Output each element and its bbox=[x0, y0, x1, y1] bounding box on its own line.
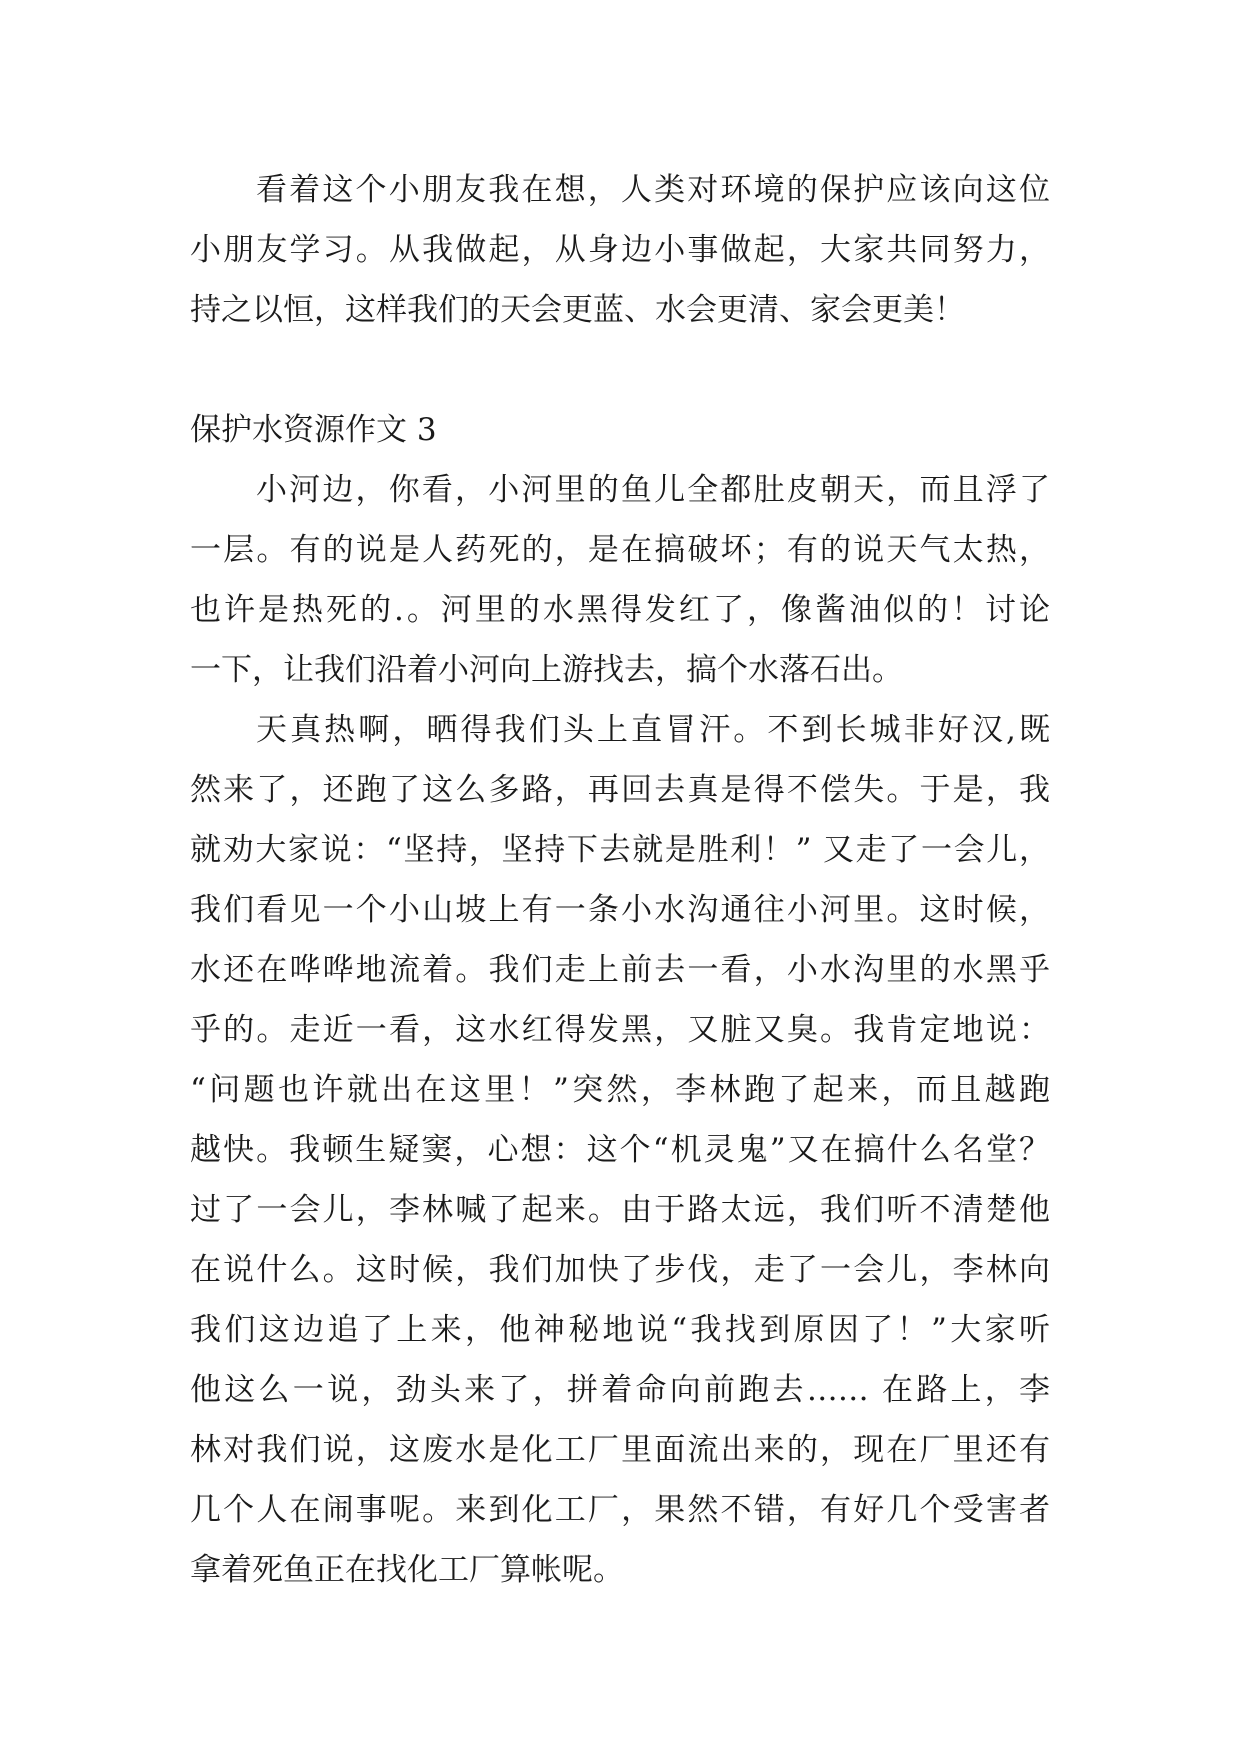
paragraph-2 bbox=[190, 460, 1050, 700]
text-line: 我们看见一个小山坡上有一条小水沟通往小河里。这时候， bbox=[190, 892, 1050, 928]
text-line: 乎的。走近一看，这水红得发黑，又脏又臭。我肯定地说： bbox=[190, 1012, 1050, 1048]
section-title: 保护水资源作文 3 bbox=[190, 412, 437, 448]
text-line: 拿着死鱼正在找化工厂算帐呢。 bbox=[190, 1552, 624, 1588]
text-line: 林对我们说，这废水是化工厂里面流出来的，现在厂里还有 bbox=[190, 1432, 1050, 1468]
text-line: 几个人在闹事呢。来到化工厂，果然不错，有好几个受害者 bbox=[190, 1492, 1050, 1528]
text-line: 一层。有的说是人药死的，是在搞破坏；有的说天气太热， bbox=[190, 532, 1050, 568]
paragraph-1 bbox=[190, 160, 1050, 340]
text-line: 水还在哗哗地流着。我们走上前去一看，小水沟里的水黑乎 bbox=[190, 952, 1050, 988]
text-line: 就劝大家说：“坚持，坚持下去就是胜利！” 又走了一会儿， bbox=[190, 832, 1050, 868]
text-line: 持之以恒，这样我们的天会更蓝、水会更清、家会更美！ bbox=[190, 292, 965, 328]
text-line: 一下，让我们沿着小河向上游找去，搞个水落石出。 bbox=[190, 652, 903, 688]
text-line: 过了一会儿，李林喊了起来。由于路太远，我们听不清楚他 bbox=[190, 1192, 1050, 1228]
text-line: “问题也许就出在这里！”突然，李林跑了起来，而且越跑 bbox=[190, 1072, 1050, 1108]
text-line: 小朋友学习。从我做起，从身边小事做起，大家共同努力， bbox=[190, 232, 1050, 268]
paragraph-gap bbox=[190, 340, 1050, 400]
text-line: 我们这边追了上来，他神秘地说“我找到原因了！”大家听 bbox=[190, 1312, 1050, 1348]
document-page bbox=[190, 160, 1050, 1600]
text-line: 天真热啊，晒得我们头上直冒汗。不到长城非好汉,既 bbox=[256, 712, 1050, 748]
text-line: 他这么一说，劲头来了，拼着命向前跑去…… 在路上，李 bbox=[190, 1372, 1050, 1408]
text-line: 在说什么。这时候，我们加快了步伐，走了一会儿，李林向 bbox=[190, 1252, 1050, 1288]
text-line: 小河边，你看，小河里的鱼儿全都肚皮朝天，而且浮了 bbox=[256, 472, 1050, 508]
text-line: 然来了，还跑了这么多路，再回去真是得不偿失。于是，我 bbox=[190, 772, 1050, 808]
text-line: 也许是热死的.。河里的水黑得发红了，像酱油似的！讨论 bbox=[190, 592, 1050, 628]
paragraph-3 bbox=[190, 700, 1050, 1600]
text-line: 越快。我顿生疑窦，心想：这个“机灵鬼”又在搞什么名堂？ bbox=[190, 1132, 1050, 1168]
text-line: 看着这个小朋友我在想，人类对环境的保护应该向这位 bbox=[256, 172, 1050, 208]
